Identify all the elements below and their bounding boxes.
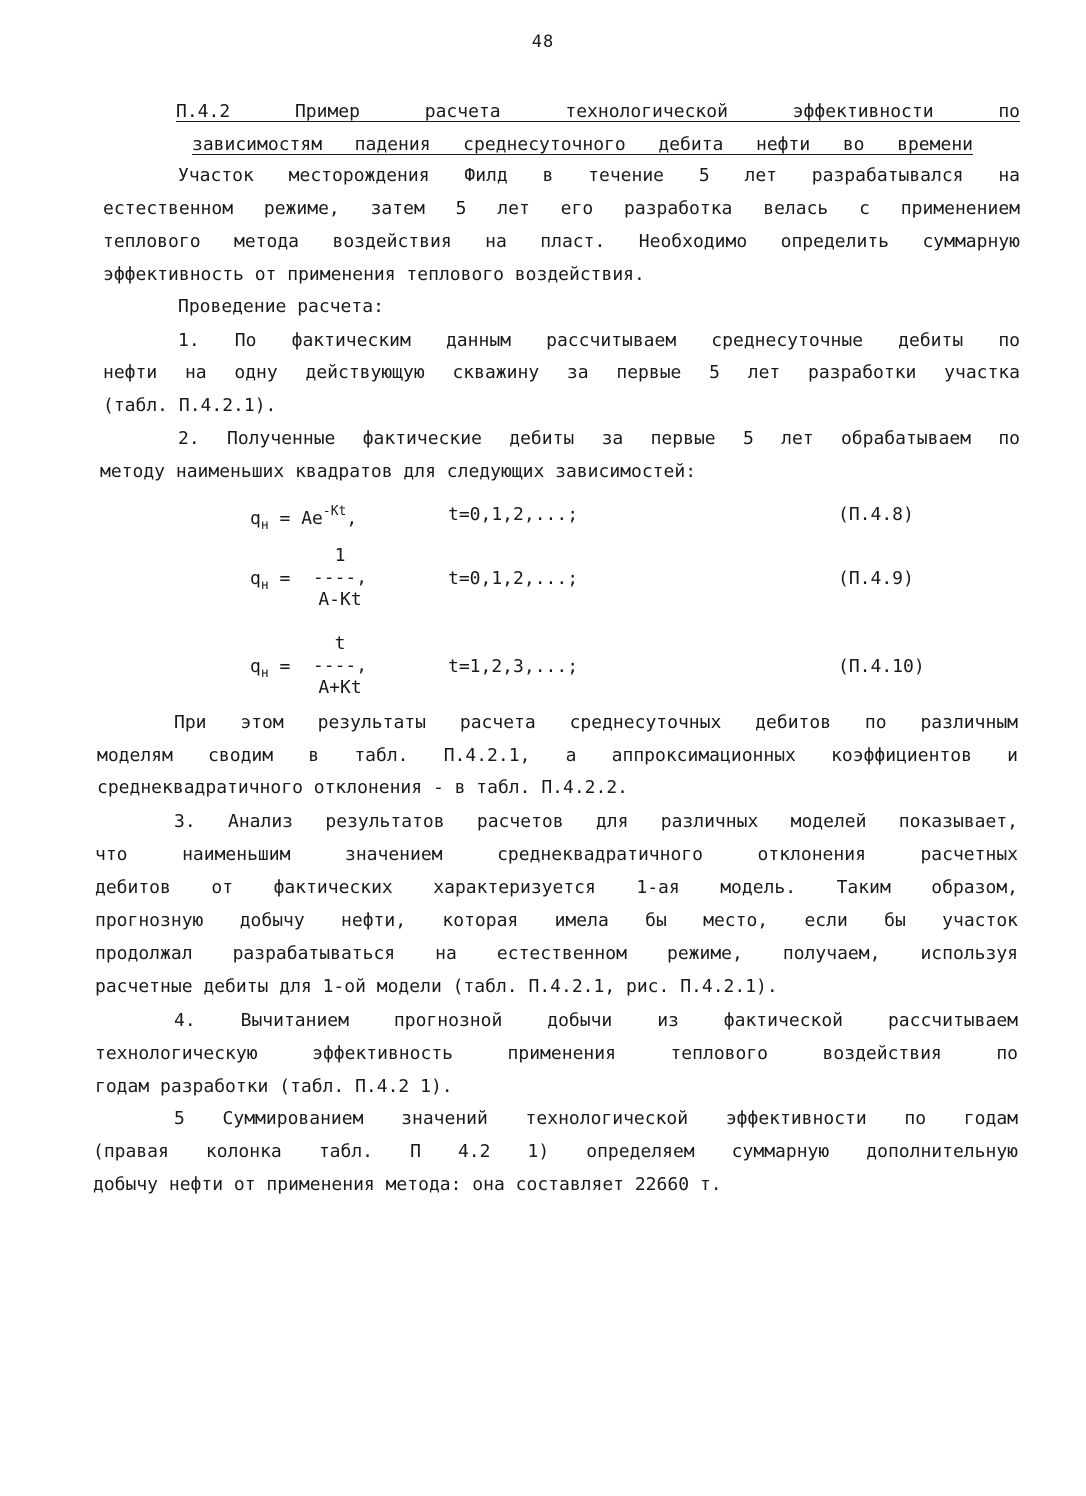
formula-2-q: q: [250, 568, 261, 589]
step5-line-3: добычу нефти от применения метода: она составляет 22660 т.: [93, 1174, 722, 1195]
formula-3-denominator: A+Kt: [318, 677, 362, 698]
results-line-1: При этом результаты расчета среднесуточных дебитов по различным: [174, 712, 1018, 733]
step2-line-1: 2. Полученные фактические дебиты за первые 5 лет обрабатываем по: [178, 428, 1020, 449]
formula-2-condition: t=0,1,2,...;: [448, 568, 579, 589]
intro-line-4: эффективность от применения теплового воздействия.: [103, 264, 645, 285]
formula-1-condition: t=0,1,2,...;: [448, 504, 579, 525]
formula-1-rhs: = Ae: [279, 508, 323, 529]
intro-line-3: теплового метода воздействия на пласт. Необходимо определить суммарную: [103, 231, 1020, 252]
formula-3-label: (П.4.10): [838, 656, 925, 677]
intro-line-1: Участок месторождения Филд в течение 5 лет разрабатывался на: [178, 165, 1020, 186]
formula-2-numerator: 1: [334, 545, 346, 566]
step1-line-1: 1. По фактическим данным рассчитываем среднесуточные дебиты по: [178, 330, 1020, 351]
results-line-3: среднеквадратичного отклонения - в табл. П.4.2.2.: [97, 777, 629, 798]
formula-2-fraction: [310, 545, 370, 611]
step5-line-2: (правая колонка табл. П 4.2 1) определяем суммарную дополнительную: [93, 1141, 1018, 1162]
step3-line-1: 3. Анализ результатов расчетов для различных моделей показывает,: [174, 811, 1018, 832]
formula-1-label: (П.4.8): [838, 504, 914, 525]
step3-line-5: продолжал разрабатываться на естественном режиме, получаем, используя: [95, 943, 1018, 964]
step4-line-2: технологическую эффективность применения теплового воздействия по: [95, 1043, 1018, 1064]
formula-3-q: q: [250, 656, 261, 677]
step1-line-2: нефти на одну действующую скважину за первые 5 лет разработки участка: [103, 362, 1020, 383]
step3-line-6: расчетные дебиты для 1-ой модели (табл. П.4.2.1, рис. П.4.2.1).: [95, 976, 778, 997]
formula-1-exponent: -Kt: [322, 504, 347, 519]
formula-1-expression: [250, 504, 357, 533]
formula-3-q-subscript: н: [260, 666, 269, 681]
formula-3-lhs: [250, 656, 290, 681]
formula-2-fraction-bar: ----,: [312, 567, 368, 588]
formula-3-fraction-bar: ----,: [312, 655, 368, 676]
step4-line-1: 4. Вычитанием прогнозной добычи из фактической рассчитываем: [174, 1010, 1018, 1031]
formula-2-denominator: A-Kt: [318, 589, 362, 610]
formula-2-equals: =: [279, 568, 291, 589]
intro-line-2: естественном режиме, затем 5 лет его разработка велась с применением: [103, 198, 1020, 219]
page-number: 48: [531, 32, 555, 52]
formula-2-lhs: [250, 568, 290, 593]
section-heading-line-2: зависимостям падения среднесуточного дебита нефти во времени: [192, 134, 973, 155]
formula-3-equals: =: [279, 656, 291, 677]
step3-line-2: что наименьшим значением среднеквадратичного отклонения расчетных: [95, 844, 1018, 865]
step1-line-3: (табл. П.4.2.1).: [103, 395, 277, 416]
formula-1-q-subscript: н: [260, 518, 269, 533]
formula-3-fraction: [310, 633, 370, 699]
step3-line-4: прогнозную добычу нефти, которая имела бы место, если бы участок: [95, 910, 1018, 931]
formula-2-q-subscript: н: [260, 578, 269, 593]
formula-3-numerator: t: [334, 633, 346, 654]
step5-line-1: 5 Суммированием значений технологической эффективности по годам: [174, 1108, 1018, 1129]
step3-line-3: дебитов от фактических характеризуется 1-ая модель. Таким образом,: [95, 877, 1018, 898]
formula-p-4-10: [0, 633, 1086, 713]
formula-1-q: q: [250, 508, 261, 529]
formula-p-4-9: [0, 545, 1086, 625]
step2-line-2: методу наименьших квадратов для следующих зависимостей:: [100, 461, 697, 482]
step4-line-3: годам разработки (табл. П.4.2 1).: [95, 1076, 453, 1097]
formula-3-condition: t=1,2,3,...;: [448, 656, 579, 677]
section-heading-line-1: П.4.2 Пример расчета технологической эффективности по: [176, 101, 1020, 122]
calc-heading: Проведение расчета:: [178, 296, 384, 317]
formula-1-comma: ,: [346, 508, 358, 529]
results-line-2: моделям сводим в табл. П.4.2.1, а аппроксимационных коэффициентов и: [97, 745, 1018, 766]
formula-2-label: (П.4.9): [838, 568, 914, 589]
